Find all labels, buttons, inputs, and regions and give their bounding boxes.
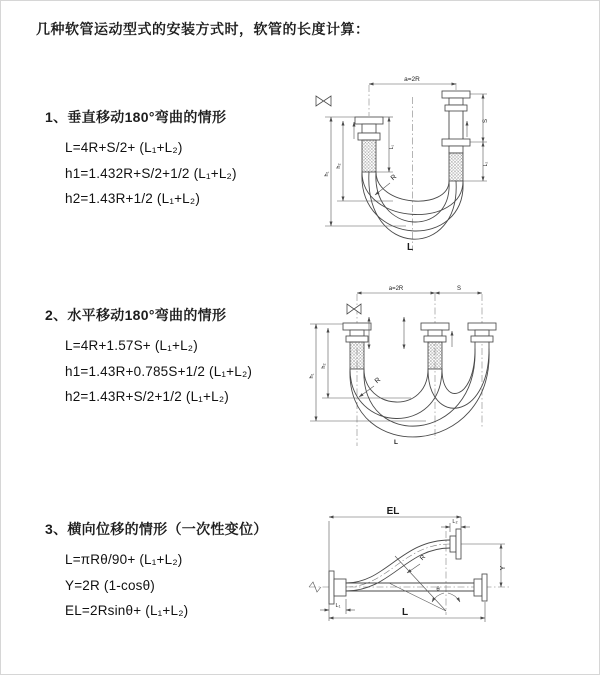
dimension-a2r (369, 76, 456, 84)
dim-label-radius: R (389, 173, 399, 183)
section-vertical-movement (45, 107, 325, 212)
flange-right (474, 574, 487, 601)
formula-h2: h2=1.43R+S/2+1/2 (L₁+L₂) (65, 389, 229, 404)
section-lateral-displacement (45, 519, 325, 624)
dimension-s (470, 94, 489, 142)
dim-label-length: L (406, 242, 414, 253)
braided-ferrule (350, 342, 364, 369)
radius-construction (389, 554, 446, 611)
section-3-heading: 3、横向位移的情形（一次性变位） (45, 521, 268, 537)
formula-el: EL=2Rsinθ+ (L₁+L₂) (65, 603, 189, 618)
braided-ferrule (362, 140, 376, 172)
dim-label-l2: L₂ (452, 519, 458, 525)
formula-length: L=4R+1.57S+ (L₁+L₂) (65, 338, 198, 353)
dimension-l (329, 602, 485, 622)
dim-label-el: EL (386, 506, 400, 517)
dim-label-l1: L₁ (335, 603, 341, 609)
formula-length: L=4R+S/2+ (L₁+L₂) (65, 140, 183, 155)
dimension-l2 (463, 142, 489, 181)
dim-label-a2r: a=2R (388, 286, 404, 292)
valve-icon (347, 304, 361, 314)
section-1-heading: 1、垂直移动180°弯曲的情形 (45, 109, 227, 125)
formula-h1: h1=1.432R+S/2+1/2 (L₁+L₂) (65, 165, 237, 181)
flange-left (355, 117, 383, 172)
dim-label-l1: L₁ (389, 144, 395, 150)
section-2-heading: 2、水平移动180°弯曲的情形 (45, 307, 227, 323)
hose-arcs (350, 349, 489, 437)
flange-right (442, 91, 470, 181)
dim-label-s: S (456, 286, 462, 292)
dim-label-h2: h₂ (336, 163, 342, 169)
dim-label-length: L (394, 439, 398, 446)
dim-label-h1: h₁ (309, 373, 315, 379)
joint-dimensions (369, 317, 404, 349)
formula-h2: h2=1.43R+1/2 (L₁+L₂) (65, 191, 201, 206)
diagram-vertical-180-bend (311, 69, 591, 264)
dimension-y (500, 544, 507, 587)
braided-ferrule (449, 153, 463, 181)
formula-length: L=πRθ/90+ (L₁+L₂) (65, 552, 183, 567)
page-title: 几种软管运动型式的安装方式时，软管的长度计算： (36, 21, 370, 37)
dim-label-theta: θ (436, 587, 440, 593)
flange-left (329, 571, 346, 604)
section-horizontal-movement (45, 305, 325, 410)
dim-label-y: Y (500, 565, 507, 571)
formula-y: Y=2R (1-cosθ) (65, 577, 156, 593)
dim-label-a2r: a=2R (404, 76, 420, 83)
dim-label-h1: h₁ (324, 171, 330, 177)
centerlines (357, 294, 482, 446)
dim-label-l2: L₂ (483, 161, 489, 167)
dim-label-s: S (483, 118, 489, 124)
formula-h1: h1=1.43R+0.785S+1/2 (L₁+L₂) (65, 363, 253, 379)
diagram-lateral-displacement (301, 499, 600, 649)
dimension-a2r (357, 286, 435, 293)
dimension-el (329, 506, 461, 621)
diagram-horizontal-180-bend (306, 281, 596, 461)
flange-middle (421, 323, 449, 369)
dimension-l1 (320, 599, 355, 614)
dim-label-radius: R (373, 376, 383, 386)
flange-left (343, 323, 371, 369)
dim-label-h2: h₂ (321, 363, 327, 369)
radius-leader (359, 377, 382, 397)
valve-icon (316, 96, 331, 106)
dim-label-radius: R (418, 553, 428, 563)
dimension-l1 (376, 117, 395, 172)
flange-top-right (450, 529, 461, 559)
braided-ferrule (428, 342, 442, 369)
dimension-l2 (441, 519, 470, 532)
dimension-s (435, 286, 482, 293)
dim-label-length: L (401, 607, 409, 618)
